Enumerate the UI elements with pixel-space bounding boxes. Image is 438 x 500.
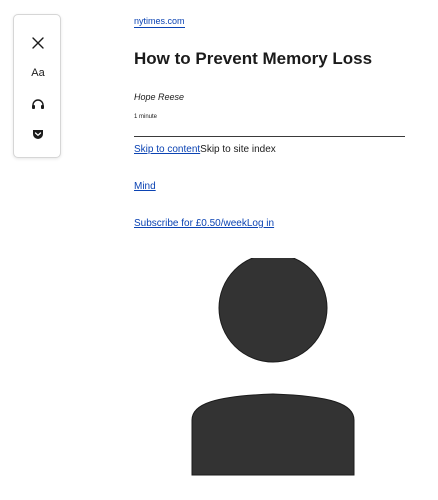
close-icon [32, 37, 44, 49]
type-controls-button[interactable] [14, 63, 62, 83]
save-to-pocket-button[interactable] [14, 124, 62, 144]
headphones-icon [31, 98, 45, 110]
skip-to-index-text: Skip to site index [200, 144, 276, 155]
section-link-mind[interactable]: Mind [134, 181, 156, 192]
article-title: How to Prevent Memory Loss [134, 49, 373, 68]
login-link[interactable]: Log in [246, 218, 275, 229]
skip-links [134, 144, 276, 155]
read-time: 1 minute [134, 114, 158, 120]
listen-button[interactable] [14, 94, 62, 114]
subscribe-link[interactable]: Subscribe for £0.50/week [134, 218, 247, 229]
type-controls-label: Aa [31, 67, 45, 79]
person-placeholder-icon [191, 258, 355, 476]
skip-to-content-link[interactable]: Skip to content [134, 144, 201, 155]
source-domain-link[interactable]: nytimes.com [134, 16, 185, 26]
close-reader-button[interactable] [14, 32, 62, 54]
reader-toolbar [13, 14, 61, 158]
header-divider [134, 136, 405, 137]
article-author: Hope Reese [134, 92, 185, 102]
subscription-links [134, 218, 274, 229]
pocket-icon [32, 129, 44, 140]
